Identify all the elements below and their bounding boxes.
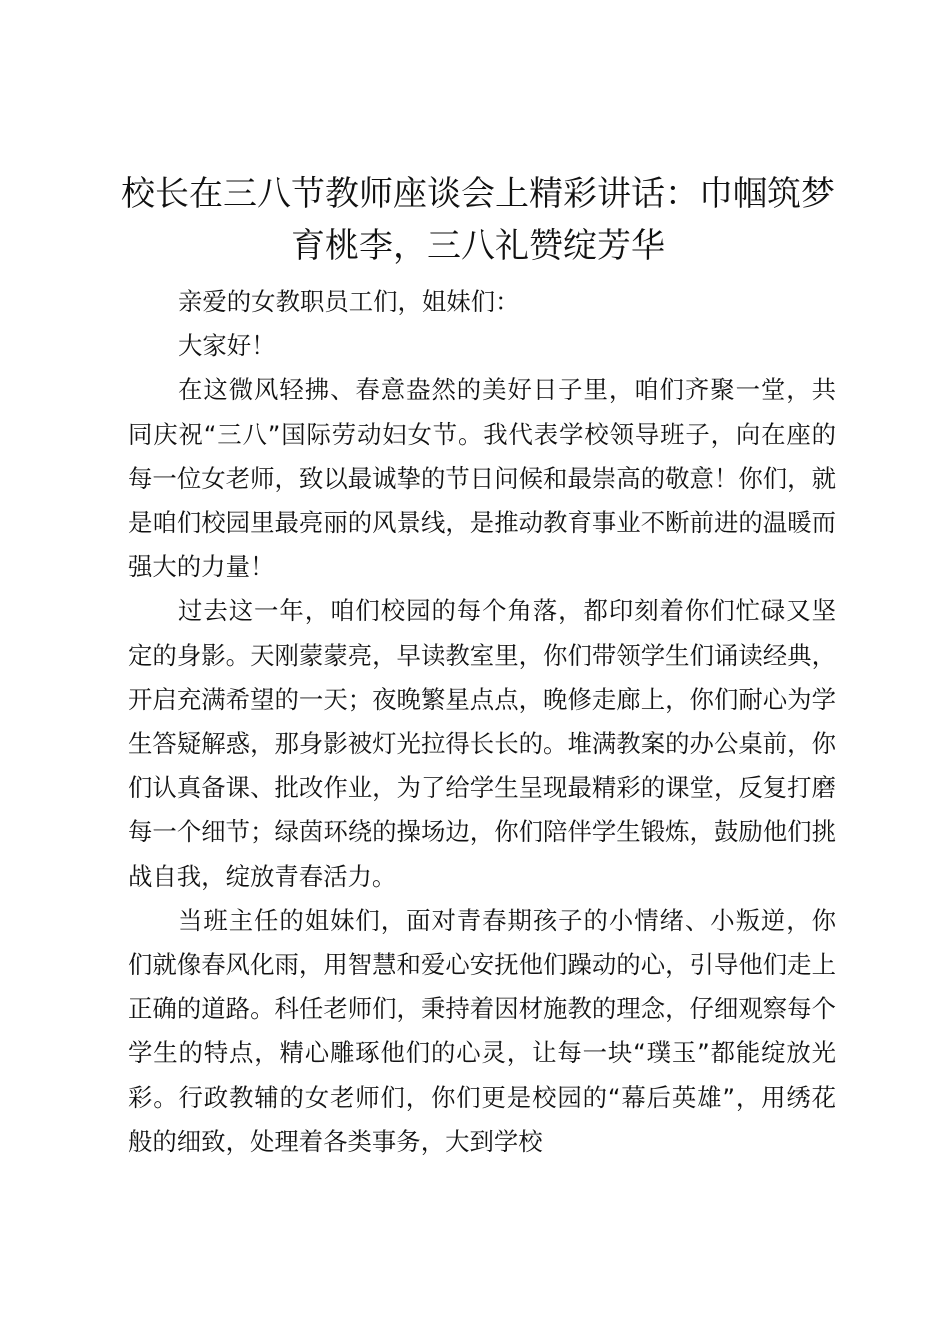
document-body — [128, 280, 836, 1164]
salutation-paragraph: 大家好！ — [178, 331, 276, 361]
body-paragraph-1: 在这微风轻拂、春意盎然的美好日子里，咱们齐聚一堂，共同庆祝“三八”国际劳动妇女节。我代表学校领导班子，向在座的每一位女老师，致以最诚挚的节日问候和最崇高的敬意！你们，就是咱们校园里最亮丽的风景线，是推动教育事业不断前进的温暖而强大的力量！ — [128, 375, 836, 582]
greeting-paragraph: 亲爱的女教职员工们，姐妹们： — [178, 287, 520, 316]
body-paragraph-2: 过去这一年，咱们校园的每个角落，都印刻着你们忙碌又坚定的身影。天刚蒙蒙亮，早读教室里，你们带领学生们诵读经典，开启充满希望的一天；夜晚繁星点点，晚修走廊上，你们耐心为学生答疑解惑，那身影被灯光拉得长长的。堆满教案的办公桌前，你们认真备课、批改作业，为了给学生呈现最精彩的课堂，反复打磨每一个细节；绿茵环绕的操场边，你们陪伴学生锻炼，鼓励他们挑战自我，绽放青春活力。 — [128, 596, 836, 891]
document-title: 校长在三八节教师座谈会上精彩讲话：巾帼筑梦育桃李，三八礼赞绽芳华 — [121, 174, 835, 266]
body-paragraph-3: 当班主任的姐妹们，面对青春期孩子的小情绪、小叛逆，你们就像春风化雨，用智慧和爱心安抚他们躁动的心，引导他们走上正确的道路。科任老师们，秉持着因材施教的理念，仔细观察每个学生的特点，精心雕琢他们的心灵，让每一块“璞玉”都能绽放光彩。行政教辅的女老师们，你们更是校园的“幕后英雄”，用绣花般的细致，处理着各类事务，大到学校 — [128, 905, 836, 1156]
